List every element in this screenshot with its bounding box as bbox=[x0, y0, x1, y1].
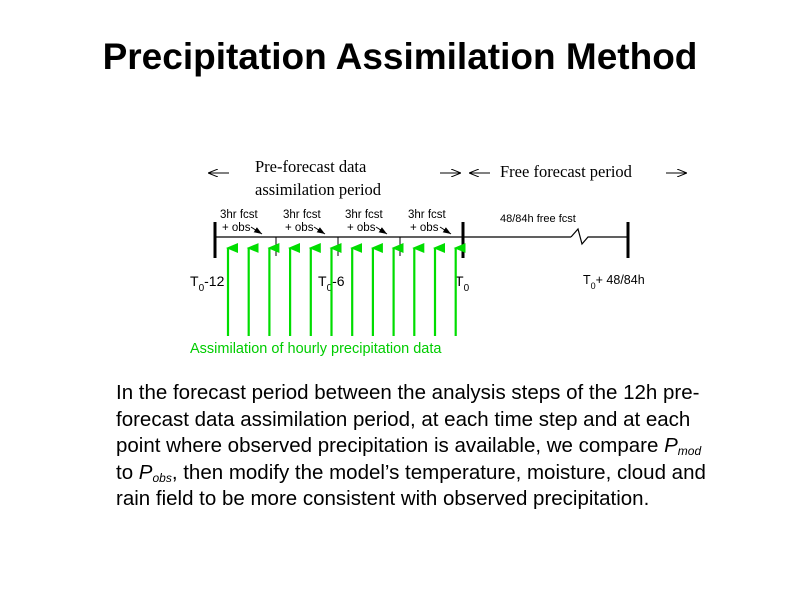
p-obs-symbol bbox=[139, 461, 172, 484]
tick-label-t0 bbox=[455, 273, 470, 294]
p-mod-base: P bbox=[664, 434, 678, 458]
cycle-label-4-line1: 3hr fcst bbox=[408, 209, 446, 221]
cycle-label-1-line2: + obs bbox=[222, 222, 251, 234]
tick-label-t0-minus-12 bbox=[190, 273, 225, 294]
assimilation-caption: Assimilation of hourly precipitation data bbox=[190, 341, 442, 357]
cycle-label-3-line1: 3hr fcst bbox=[345, 209, 383, 221]
tick-label-t0-sub: 0 bbox=[463, 283, 470, 294]
cycle-label-3-line2: + obs bbox=[347, 222, 376, 234]
cycle-label-3 bbox=[345, 209, 387, 234]
timeline-break-icon bbox=[571, 229, 628, 244]
free-fcst-label: 48/84h free fcst bbox=[500, 213, 576, 225]
tick-label-t0-plus bbox=[583, 273, 645, 291]
tick-label-t0-minus-12-sub: 0 bbox=[198, 283, 205, 294]
description-paragraph bbox=[116, 380, 716, 513]
tick-label-t0-minus-6-sub: 0 bbox=[326, 283, 333, 294]
p-mod-sub: mod bbox=[677, 444, 702, 459]
p-obs-base: P bbox=[138, 460, 153, 484]
free-forecast-label: Free forecast period bbox=[500, 162, 632, 181]
pre-forecast-label-line1: Pre-forecast data bbox=[255, 157, 367, 176]
tick-label-t0-minus-6-suffix: -6 bbox=[332, 273, 345, 289]
cycle-label-2-line1: 3hr fcst bbox=[283, 209, 321, 221]
p-obs-sub: obs bbox=[152, 470, 172, 485]
tick-label-t0-plus-base: T bbox=[583, 273, 591, 287]
tick-label-t0-base: T bbox=[455, 273, 464, 289]
cycle-label-2 bbox=[283, 209, 325, 234]
tick-label-t0-plus-sub: 0 bbox=[590, 281, 596, 291]
cycle-label-1 bbox=[220, 209, 262, 234]
cycle-label-2-line2: + obs bbox=[285, 222, 314, 234]
hourly-assimilation-arrows bbox=[228, 248, 456, 336]
p-mod-symbol bbox=[664, 434, 701, 457]
description-part2: to bbox=[116, 460, 139, 484]
cycle-label-4 bbox=[408, 209, 451, 234]
tick-label-t0-plus-suffix: + 48/84h bbox=[595, 273, 645, 287]
tick-label-t0-minus-12-suffix: -12 bbox=[204, 273, 225, 289]
description-part3: , then modify the model’s temperature, moisture, cloud and rain field to be more consistent with observed precipitation. bbox=[116, 460, 706, 511]
pre-forecast-label-line2: assimilation period bbox=[255, 180, 382, 199]
slide-title: Precipitation Assimilation Method bbox=[102, 36, 698, 77]
cycle-label-4-line2: + obs bbox=[410, 222, 439, 234]
tick-label-t0-minus-12-base: T bbox=[190, 273, 199, 289]
cycle-label-1-line1: 3hr fcst bbox=[220, 209, 258, 221]
tick-label-t0-minus-6-base: T bbox=[318, 273, 327, 289]
description-part1: In the forecast period between the analysis steps of the 12h pre-forecast data assimilation period, at each time step and at each point where observed precipitation is available, we compare bbox=[116, 381, 700, 458]
